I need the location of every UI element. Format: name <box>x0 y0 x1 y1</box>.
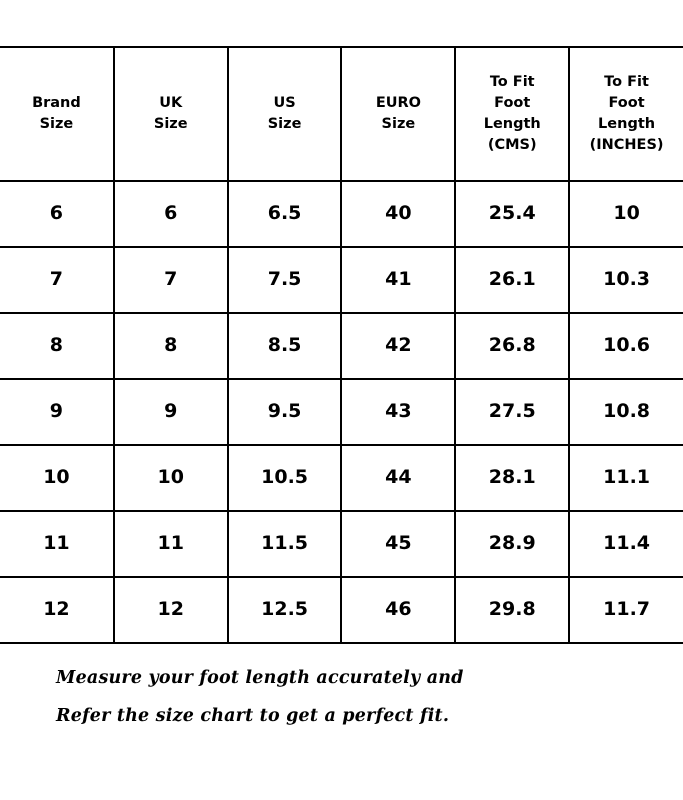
table-body <box>0 181 683 643</box>
table-row <box>0 511 683 577</box>
cell-foot-length-cms: 28.9 <box>455 511 569 577</box>
table-row <box>0 577 683 643</box>
cell-euro-size: 44 <box>341 445 455 511</box>
cell-brand-size: 11 <box>0 511 114 577</box>
table-row <box>0 313 683 379</box>
cell-brand-size: 6 <box>0 181 114 247</box>
size-chart-table <box>0 46 683 644</box>
column-header-line: (CMS) <box>487 137 537 154</box>
cell-foot-length-cms: 28.1 <box>455 445 569 511</box>
cell-euro-size: 42 <box>341 313 455 379</box>
cell-uk-size: 10 <box>114 445 228 511</box>
cell-us-size: 10.5 <box>228 445 342 511</box>
column-header-euro-size <box>341 47 455 181</box>
cell-foot-length-inches: 11.7 <box>569 577 683 643</box>
column-header-line: Size <box>381 116 416 132</box>
cell-foot-length-cms: 29.8 <box>455 577 569 643</box>
cell-foot-length-inches: 11.1 <box>569 445 683 511</box>
cell-brand-size: 9 <box>0 379 114 445</box>
cell-uk-size: 9 <box>114 379 228 445</box>
cell-brand-size: 10 <box>0 445 114 511</box>
cell-us-size: 6.5 <box>228 181 342 247</box>
note-line-1: Measure your foot length accurately and <box>56 668 464 688</box>
cell-euro-size: 40 <box>341 181 455 247</box>
column-header-line: (INCHES) <box>589 137 664 154</box>
cell-uk-size: 6 <box>114 181 228 247</box>
table-row <box>0 247 683 313</box>
header-row <box>0 47 683 181</box>
table-row <box>0 181 683 247</box>
column-header-line: Size <box>153 116 188 132</box>
cell-euro-size: 45 <box>341 511 455 577</box>
cell-brand-size: 12 <box>0 577 114 643</box>
column-header-line: To Fit <box>489 73 535 90</box>
cell-foot-length-inches: 10.3 <box>569 247 683 313</box>
column-header-line: Length <box>483 116 541 132</box>
cell-brand-size: 8 <box>0 313 114 379</box>
cell-uk-size: 8 <box>114 313 228 379</box>
column-header-line: UK <box>159 94 183 111</box>
cell-foot-length-inches: 10.6 <box>569 313 683 379</box>
cell-euro-size: 43 <box>341 379 455 445</box>
cell-us-size: 9.5 <box>228 379 342 445</box>
column-header-us-size <box>228 47 342 181</box>
cell-foot-length-inches: 10 <box>569 181 683 247</box>
column-header-foot-length-cms <box>455 47 569 181</box>
column-header-line: US <box>273 94 296 111</box>
size-chart-container <box>0 46 683 644</box>
cell-us-size: 8.5 <box>228 313 342 379</box>
column-header-line: Length <box>598 116 656 132</box>
column-header-line: Foot <box>608 94 645 111</box>
column-header-line: Size <box>39 116 74 132</box>
cell-foot-length-inches: 10.8 <box>569 379 683 445</box>
note-line-2: Refer the size chart to get a perfect fit. <box>56 705 450 726</box>
column-header-line: Size <box>267 116 302 132</box>
cell-foot-length-cms: 27.5 <box>455 379 569 445</box>
cell-foot-length-cms: 26.1 <box>455 247 569 313</box>
cell-uk-size: 7 <box>114 247 228 313</box>
cell-us-size: 12.5 <box>228 577 342 643</box>
table-header <box>0 47 683 181</box>
cell-us-size: 7.5 <box>228 247 342 313</box>
column-header-brand-size <box>0 47 114 181</box>
cell-euro-size: 41 <box>341 247 455 313</box>
cell-uk-size: 11 <box>114 511 228 577</box>
cell-us-size: 11.5 <box>228 511 342 577</box>
cell-euro-size: 46 <box>341 577 455 643</box>
column-header-uk-size <box>114 47 228 181</box>
cell-foot-length-cms: 26.8 <box>455 313 569 379</box>
column-header-line: To Fit <box>604 73 649 90</box>
column-header-line: Foot <box>494 94 531 111</box>
cell-uk-size: 12 <box>114 577 228 643</box>
column-header-foot-length-inches <box>569 47 683 181</box>
cell-foot-length-cms: 25.4 <box>455 181 569 247</box>
cell-brand-size: 7 <box>0 247 114 313</box>
cell-foot-length-inches: 11.4 <box>569 511 683 577</box>
column-header-line: EURO <box>375 94 421 111</box>
column-header-line: Brand <box>32 94 81 111</box>
measurement-note <box>0 660 683 735</box>
table-row <box>0 379 683 445</box>
table-row <box>0 445 683 511</box>
